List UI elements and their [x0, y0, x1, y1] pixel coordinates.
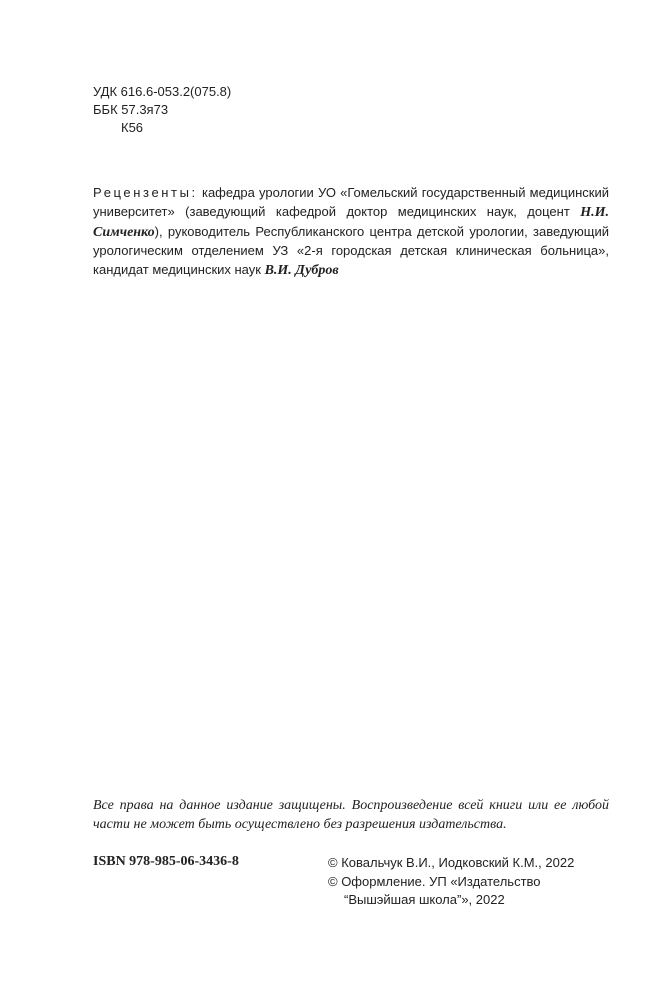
- author-mark: К56: [121, 120, 144, 135]
- copyright-design: © Оформление. УП «Издательство: [328, 873, 541, 889]
- bbk-code: ББК 57.3я73: [93, 102, 169, 117]
- reviewers-text-1: кафедра урологии УО «Гомельский государственный медицинский университет» (заведующий кафедрой доктор медицинских наук, доцент: [93, 185, 609, 219]
- udc-code: УДК 616.6-053.2(075.8): [93, 84, 232, 99]
- copyright-publisher: “Вышэйшая школа”», 2022: [344, 892, 505, 907]
- rights-notice: Все права на данное издание защищены. Воспроизведение всей книги или ее любой части не может быть осуществлено без разрешения издательства.: [93, 798, 609, 832]
- reviewers-text-2: ), руководитель Республиканского центра детской урологии, заведующий урологическим отделением УЗ «2-я городская детская клиническая больница», кандидат медицинских наук: [93, 223, 609, 278]
- copyright-authors: © Ковальчук В.И., Иодковский К.М., 2022: [328, 855, 575, 870]
- reviewer-name-2: В.И. Дубров: [264, 263, 339, 279]
- reviewers-label: Рецензенты:: [93, 185, 198, 200]
- reviewer-name-1: Н.И. Симченко: [93, 204, 609, 240]
- copyright-block: [328, 854, 574, 910]
- reviewers-paragraph: [93, 184, 609, 281]
- classification-block: [93, 83, 231, 137]
- isbn-number: ISBN 978-985-06-3436-8: [93, 854, 239, 869]
